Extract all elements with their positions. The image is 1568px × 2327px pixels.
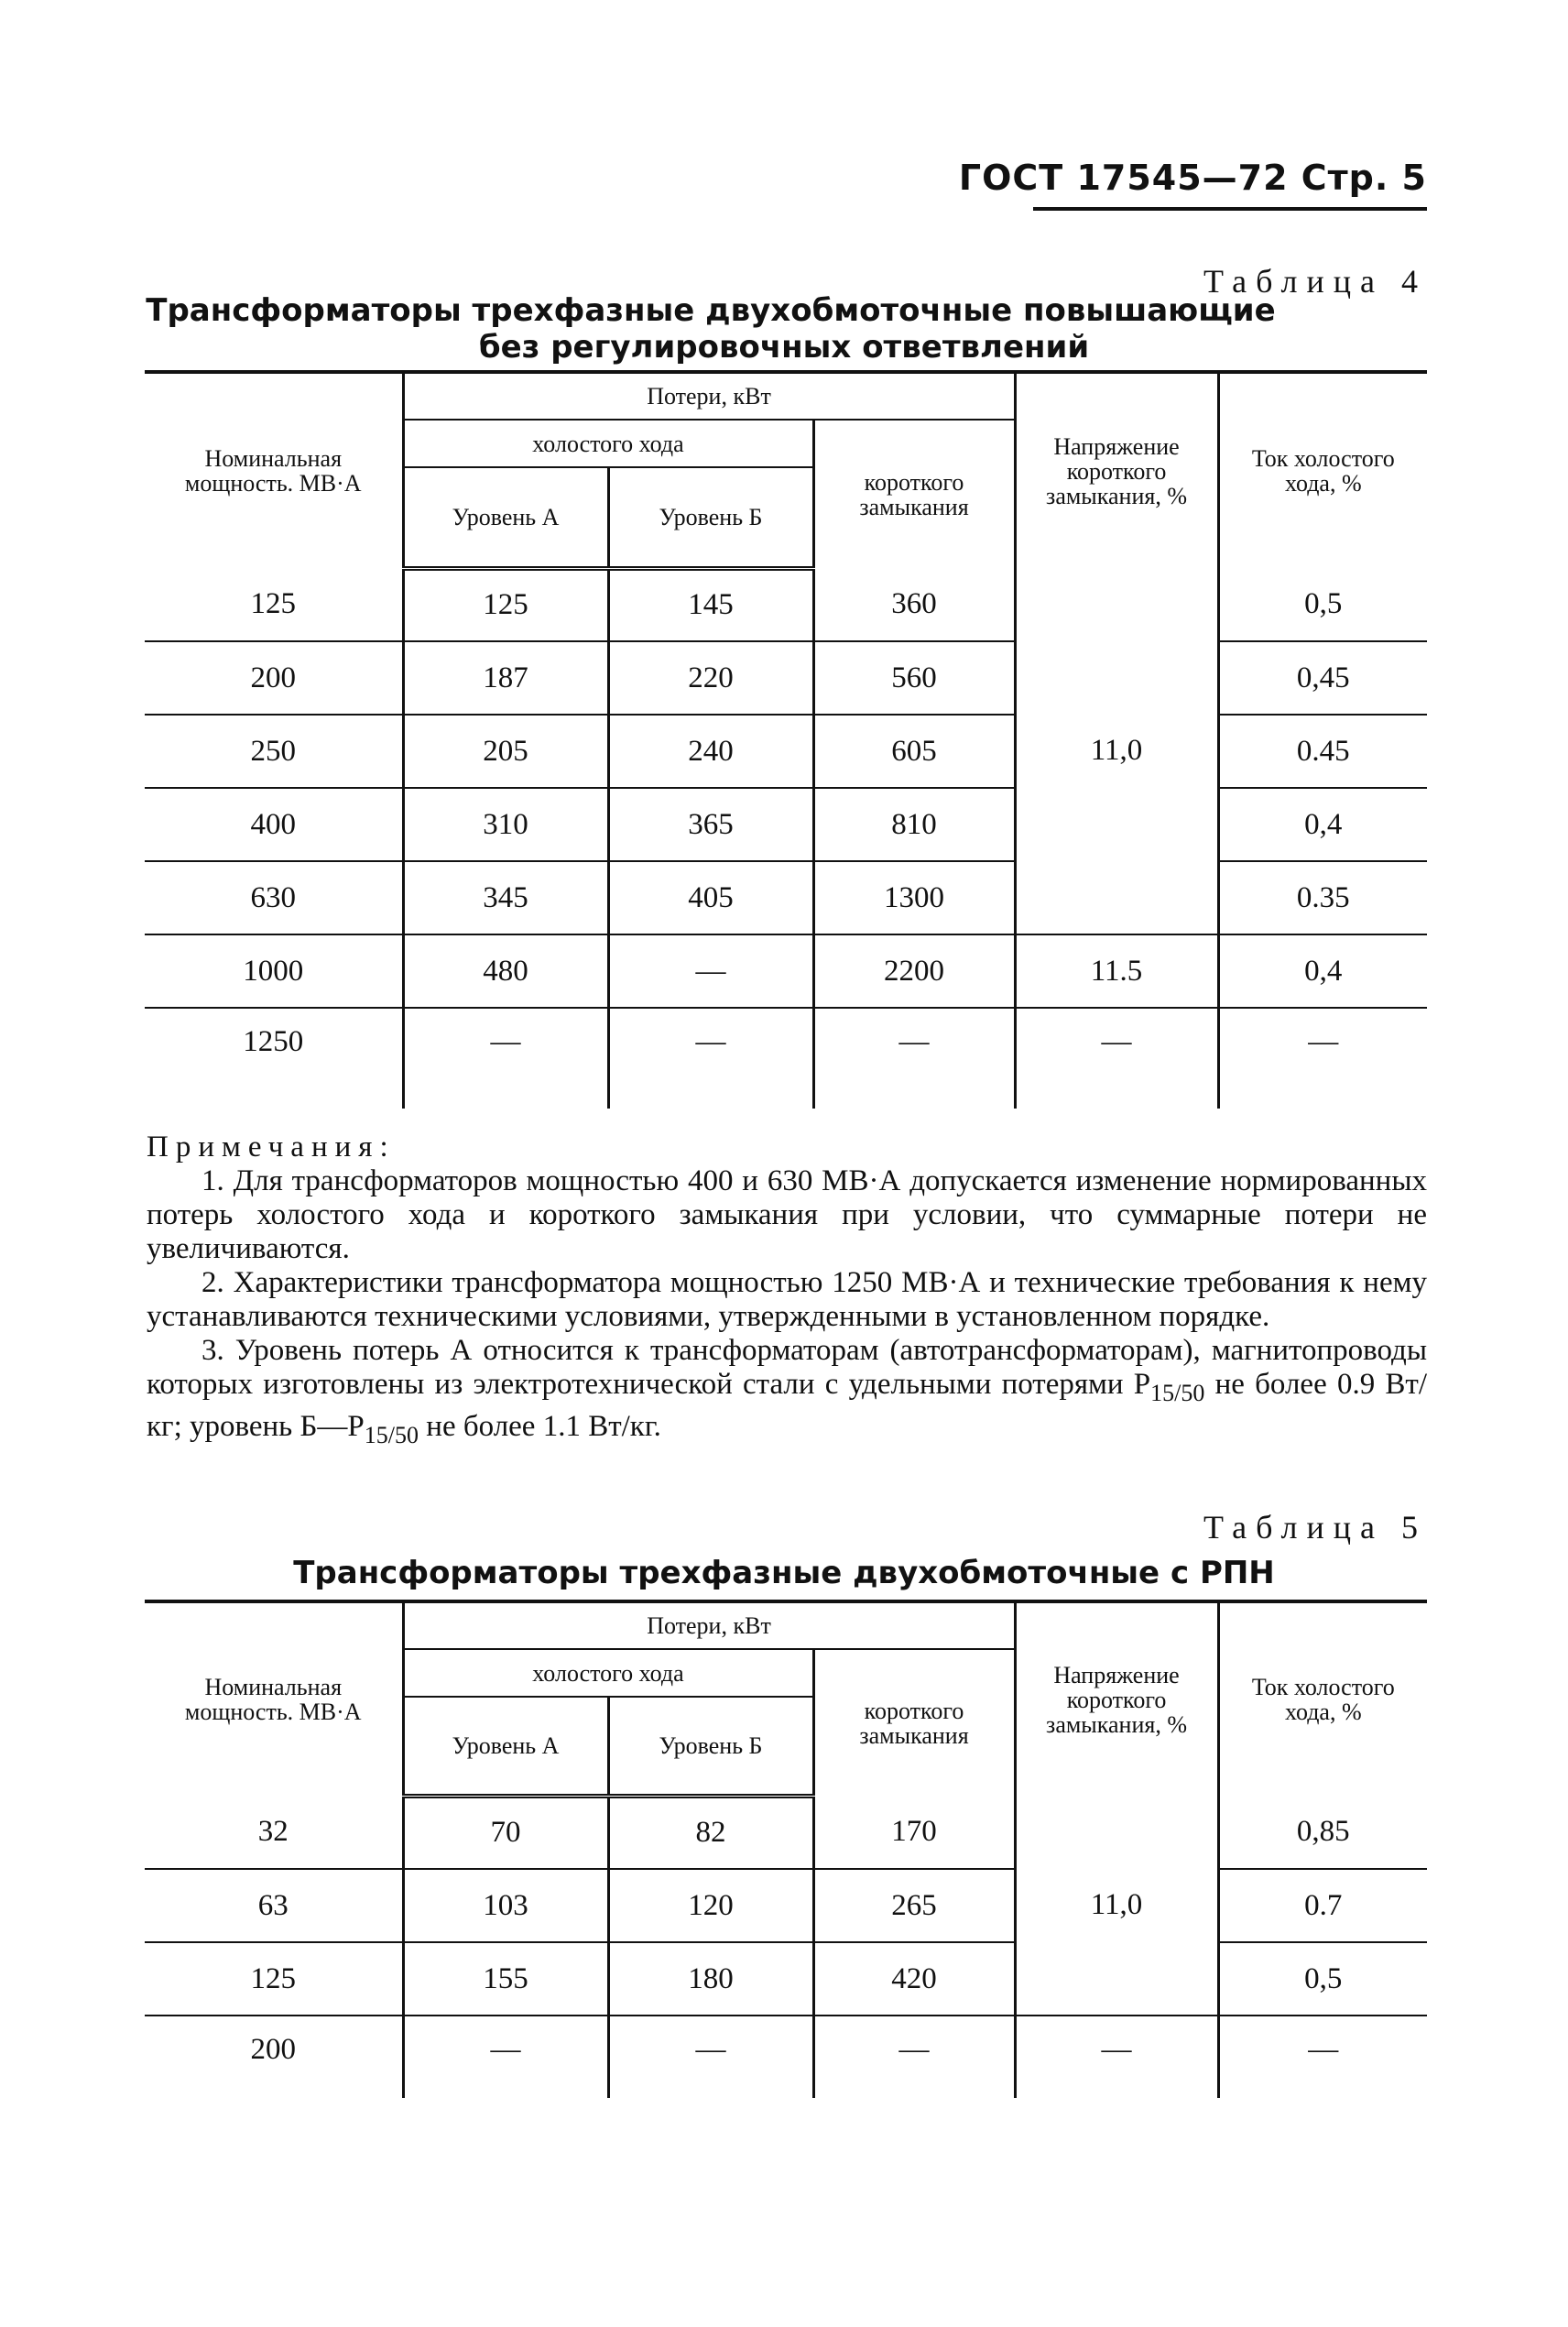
table4-cell-voltage: 11.5 xyxy=(1015,934,1218,1008)
table4-header-power: Номинальная мощность. МВ·А xyxy=(184,445,362,497)
table4-cell-level-b: 240 xyxy=(608,715,813,788)
table4-cell-current: 0,5 xyxy=(1218,568,1427,641)
table4-cell-level-b: 405 xyxy=(608,861,813,934)
table-row xyxy=(145,1869,1427,1942)
table4-cell-short-circuit: 560 xyxy=(813,641,1015,715)
table4-cell-current: 0,4 xyxy=(1218,934,1427,1008)
table4-cell-short-circuit: 810 xyxy=(813,788,1015,861)
table5-cell-current: 0,5 xyxy=(1218,1942,1427,2016)
table5-cell-current: 0.7 xyxy=(1218,1869,1427,1942)
table4-cell-power: 125 xyxy=(145,568,403,641)
table4-cell-power: 1250 xyxy=(243,1025,304,1058)
table4-header-current: Ток холостого хода, % xyxy=(1218,372,1427,568)
table4-cell-current: 0,4 xyxy=(1218,788,1427,861)
table4-cell-level-a: 187 xyxy=(403,641,608,715)
table5-cell-short-circuit: — xyxy=(813,2016,1015,2098)
note-3-subscript-1: 15/50 xyxy=(1150,1380,1205,1406)
table5-cell-power: 200 xyxy=(250,2033,296,2066)
page-header: ГОСТ 17545—72 Стр. 5 xyxy=(958,158,1427,198)
table5-header-current: Ток холостого хода, % xyxy=(1218,1601,1427,1796)
note-3-subscript-2: 15/50 xyxy=(364,1422,419,1448)
table4-cell-level-a: 125 xyxy=(403,568,608,641)
table4-cell-level-a: 345 xyxy=(403,861,608,934)
table4-title-line1: Трансформаторы трехфазные двухобмоточные повышающие xyxy=(146,292,1276,329)
table5-cell-level-b: 82 xyxy=(608,1796,813,1869)
table5-cell-short-circuit: 265 xyxy=(813,1869,1015,1942)
table4-cell-level-b: 220 xyxy=(608,641,813,715)
notes-block xyxy=(147,1131,1427,1452)
table5-cell-level-a: 155 xyxy=(403,1942,608,2016)
table5-header-level-a: Уровень А xyxy=(403,1697,608,1796)
table4-cell-level-b: 145 xyxy=(608,568,813,641)
table4 xyxy=(145,370,1427,1109)
table4-cell-short-circuit: 605 xyxy=(813,715,1015,788)
table5-header-short-circuit: короткого замыкания xyxy=(813,1649,1015,1796)
table4-cell-level-b: — xyxy=(608,934,813,1008)
table5-cell-voltage-merged: 11,0 xyxy=(1015,1796,1218,2016)
table4-cell-current: 0.35 xyxy=(1218,861,1427,934)
note-3 xyxy=(147,1334,1427,1452)
note-3-text-1: 3. Уровень потерь А относится к трансформаторам (автотрансформаторам), магнитопроводы которых изготовлены из электротехнической стали с удельными потерями Р xyxy=(147,1334,1427,1401)
table-row xyxy=(145,788,1427,861)
table5-cell-current: — xyxy=(1218,2016,1427,2098)
table4-cell-voltage-merged: 11,0 xyxy=(1015,568,1218,934)
table5-header-losses: Потери, кВт xyxy=(403,1601,1015,1649)
table4-header-losses: Потери, кВт xyxy=(403,372,1015,420)
table-row xyxy=(145,1008,1427,1109)
table5-cell-power: 32 xyxy=(145,1796,403,1869)
table4-cell-short-circuit: 1300 xyxy=(813,861,1015,934)
table5-title: Трансформаторы трехфазные двухобмоточные с РПН xyxy=(293,1555,1275,1591)
table4-cell-power: 630 xyxy=(145,861,403,934)
table4-title-line2: без регулировочных ответвлений xyxy=(478,329,1090,366)
table5 xyxy=(145,1600,1427,2098)
table-row xyxy=(145,2016,1427,2098)
table4-header-voltage: Напряжение короткого замыкания, % xyxy=(1015,372,1218,568)
table5-cell-power: 125 xyxy=(145,1942,403,2016)
table4-cell-current: — xyxy=(1218,1008,1427,1109)
table5-cell-level-b: — xyxy=(608,2016,813,2098)
table5-header-power: Номинальная мощность. МВ·А xyxy=(184,1674,362,1725)
table-row xyxy=(145,1942,1427,2016)
table5-cell-voltage: — xyxy=(1015,2016,1218,2098)
table5-cell-level-a: 70 xyxy=(403,1796,608,1869)
table-row xyxy=(145,861,1427,934)
table4-cell-level-a: 480 xyxy=(403,934,608,1008)
table4-cell-level-a: 310 xyxy=(403,788,608,861)
table4-cell-power: 250 xyxy=(145,715,403,788)
table5-cell-level-b: 120 xyxy=(608,1869,813,1942)
table-row xyxy=(145,1796,1427,1869)
table4-header-level-b: Уровень Б xyxy=(608,467,813,568)
table4-cell-power: 200 xyxy=(145,641,403,715)
table5-cell-level-a: 103 xyxy=(403,1869,608,1942)
note-1: 1. Для трансформаторов мощностью 400 и 630 МВ·А допускается изменение нормированных потерь холостого хода и короткого замыкания при условии, что суммарные потери не увеличиваются. xyxy=(147,1164,1427,1265)
table5-cell-short-circuit: 170 xyxy=(813,1796,1015,1869)
table4-cell-level-b: 365 xyxy=(608,788,813,861)
table-row xyxy=(145,641,1427,715)
table4-cell-level-a: — xyxy=(403,1008,608,1109)
table4-cell-power: 1000 xyxy=(145,934,403,1008)
table5-cell-short-circuit: 420 xyxy=(813,1942,1015,2016)
notes-heading: Примечания: xyxy=(147,1131,396,1164)
table-row xyxy=(145,934,1427,1008)
table5-header-voltage: Напряжение короткого замыкания, % xyxy=(1015,1601,1218,1796)
header-rule xyxy=(1033,207,1427,211)
table4-header-short-circuit: короткого замыкания xyxy=(813,420,1015,568)
table5-label: Таблица 5 xyxy=(1203,1509,1427,1546)
table4-cell-current: 0,45 xyxy=(1218,641,1427,715)
table5-header-no-load: холостого хода xyxy=(403,1649,813,1697)
table4-cell-short-circuit: 2200 xyxy=(813,934,1015,1008)
table4-cell-short-circuit: 360 xyxy=(813,568,1015,641)
table4-cell-voltage: — xyxy=(1015,1008,1218,1109)
note-3-text-3: не более 1.1 Вт/кг. xyxy=(419,1410,661,1443)
table5-cell-current: 0,85 xyxy=(1218,1796,1427,1869)
table5-header-level-b: Уровень Б xyxy=(608,1697,813,1796)
table5-cell-level-a: — xyxy=(403,2016,608,2098)
table4-label: Таблица 4 xyxy=(1203,263,1427,300)
table5-cell-level-b: 180 xyxy=(608,1942,813,2016)
table-row xyxy=(145,715,1427,788)
table4-cell-power: 400 xyxy=(145,788,403,861)
note-2: 2. Характеристики трансформатора мощностью 1250 МВ·А и технические требования к нему устанавливаются техническими условиями, утвержденными в установленном порядке. xyxy=(147,1266,1427,1333)
table4-header-level-a: Уровень А xyxy=(403,467,608,568)
table4-cell-current: 0.45 xyxy=(1218,715,1427,788)
table-row xyxy=(145,568,1427,641)
table4-cell-level-a: 205 xyxy=(403,715,608,788)
table4-cell-short-circuit: — xyxy=(813,1008,1015,1109)
table4-header-no-load: холостого хода xyxy=(403,420,813,467)
table5-cell-power: 63 xyxy=(145,1869,403,1942)
note-3-text-2: не более 0.9 Вт/кг; уровень Б—Р xyxy=(147,1368,1427,1443)
table4-cell-level-b: — xyxy=(608,1008,813,1109)
